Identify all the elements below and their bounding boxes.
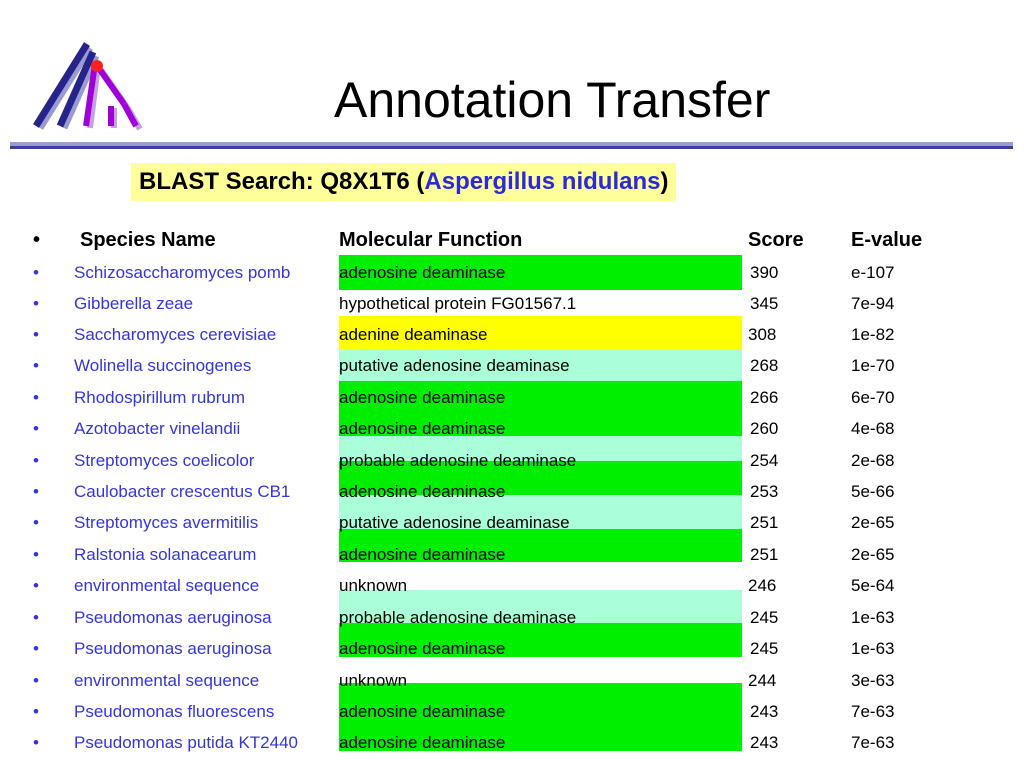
bullet: • xyxy=(33,325,39,344)
score: 244 xyxy=(748,671,777,690)
score: 390 xyxy=(750,263,779,282)
evalue: 1e-63 xyxy=(851,608,895,627)
evalue: 5e-64 xyxy=(851,576,895,595)
header-function: Molecular Function xyxy=(339,229,523,251)
evalue: 4e-68 xyxy=(851,419,895,438)
molecular-function: probable adenosine deaminase xyxy=(339,608,577,627)
species-name: Ralstonia solanacearum xyxy=(74,545,257,564)
header-evalue: E-value xyxy=(851,229,923,251)
bullet: • xyxy=(33,702,39,721)
slide-title: Annotation Transfer xyxy=(334,72,771,128)
bullet: • xyxy=(33,451,39,470)
score: 246 xyxy=(748,576,777,595)
bullet: • xyxy=(33,356,39,375)
score: 308 xyxy=(748,325,777,344)
title-rule-shadow xyxy=(10,146,1013,149)
evalue: 6e-70 xyxy=(851,388,895,407)
bullet: • xyxy=(33,263,39,282)
score: 245 xyxy=(750,639,779,658)
evalue: 2e-65 xyxy=(851,513,895,532)
score: 243 xyxy=(750,733,779,752)
species-name: Pseudomonas aeruginosa xyxy=(74,608,272,627)
score: 243 xyxy=(750,702,779,721)
evalue: 2e-68 xyxy=(851,451,895,470)
molecular-function: unknown xyxy=(339,671,408,690)
evalue: 7e-63 xyxy=(851,702,895,721)
bullet: • xyxy=(33,388,39,407)
score: 251 xyxy=(750,545,779,564)
species-name: Pseudomonas fluorescens xyxy=(74,702,275,721)
bullet: • xyxy=(33,294,39,313)
score: 266 xyxy=(750,388,779,407)
blast-search-heading xyxy=(131,163,676,201)
molecular-function: unknown xyxy=(339,576,408,595)
species-name: Caulobacter crescentus CB1 xyxy=(74,482,291,501)
bullet: • xyxy=(33,733,39,752)
molecular-function: adenine deaminase xyxy=(339,325,488,344)
score: 260 xyxy=(750,419,779,438)
evalue: 5e-66 xyxy=(851,482,895,501)
bullet: • xyxy=(33,513,39,532)
species-name: Streptomyces coelicolor xyxy=(74,451,255,470)
triangle-logo-icon xyxy=(28,36,146,138)
molecular-function: putative adenosine deaminase xyxy=(339,513,570,532)
evalue: 7e-94 xyxy=(851,294,895,313)
bullet: • xyxy=(33,608,39,627)
evalue: e-107 xyxy=(851,263,895,282)
species-name: Streptomyces avermitilis xyxy=(74,513,259,532)
molecular-function: adenosine deaminase xyxy=(339,702,506,721)
species-name: Saccharomyces cerevisiae xyxy=(74,325,277,344)
bullet: • xyxy=(33,576,39,595)
bullet: • xyxy=(33,639,39,658)
species-name: Azotobacter vinelandii xyxy=(74,419,241,438)
score: 268 xyxy=(750,356,779,375)
molecular-function: adenosine deaminase xyxy=(339,639,506,658)
species-name: Rhodospirillum rubrum xyxy=(74,388,246,407)
species-name: Gibberella zeae xyxy=(74,294,194,313)
header-species: Species Name xyxy=(80,229,216,251)
header-score: Score xyxy=(748,229,804,251)
species-name: Pseudomonas aeruginosa xyxy=(74,639,272,658)
score: 254 xyxy=(750,451,779,470)
molecular-function: hypothetical protein FG01567.1 xyxy=(339,294,577,313)
molecular-function: putative adenosine deaminase xyxy=(339,356,570,375)
bullet: • xyxy=(33,482,39,501)
evalue: 1e-63 xyxy=(851,639,895,658)
evalue: 1e-70 xyxy=(851,356,895,375)
species-name: environmental sequence xyxy=(74,576,260,595)
species-name: Pseudomonas putida KT2440 xyxy=(74,733,298,752)
molecular-function: adenosine deaminase xyxy=(339,545,506,564)
score: 245 xyxy=(750,608,779,627)
query-organism: Aspergillus nidulans xyxy=(424,168,661,195)
molecular-function: adenosine deaminase xyxy=(339,263,506,282)
score: 251 xyxy=(750,513,779,532)
evalue: 1e-82 xyxy=(851,325,895,344)
molecular-function: adenosine deaminase xyxy=(339,388,506,407)
score: 253 xyxy=(750,482,779,501)
bullet: • xyxy=(33,671,39,690)
score: 345 xyxy=(750,294,779,313)
molecular-function: adenosine deaminase xyxy=(339,419,506,438)
subtitle-prefix: BLAST Search: Q8X1T6 ( xyxy=(139,168,425,195)
molecular-function: probable adenosine deaminase xyxy=(339,451,577,470)
bullet: • xyxy=(33,545,39,564)
evalue: 3e-63 xyxy=(851,671,895,690)
bullet: • xyxy=(33,419,39,438)
species-name: environmental sequence xyxy=(74,671,260,690)
bullet: • xyxy=(33,229,41,251)
molecular-function: adenosine deaminase xyxy=(339,733,506,752)
species-name: Schizosaccharomyces pomb xyxy=(74,263,291,282)
subtitle-suffix: ) xyxy=(660,168,669,195)
evalue: 2e-65 xyxy=(851,545,895,564)
molecular-function: adenosine deaminase xyxy=(339,482,506,501)
species-name: Wolinella succinogenes xyxy=(74,356,252,375)
evalue: 7e-63 xyxy=(851,733,895,752)
